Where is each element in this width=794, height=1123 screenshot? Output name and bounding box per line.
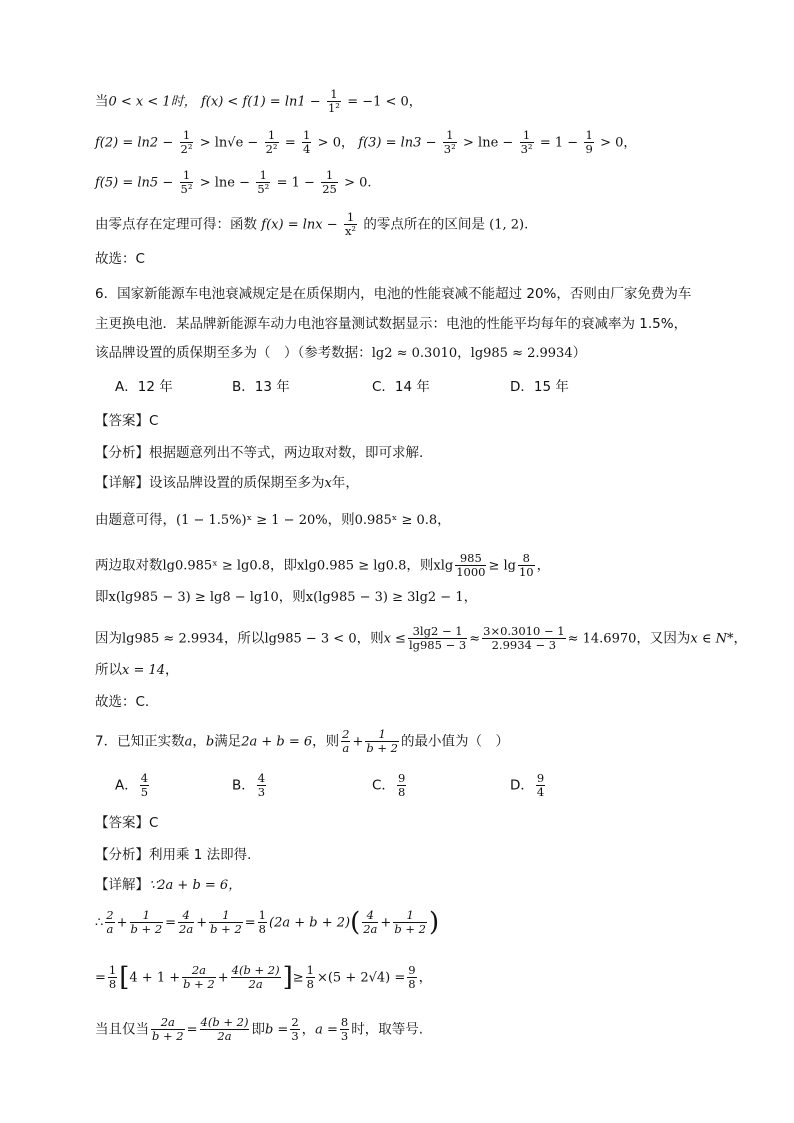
q6-answer: 【答案】C [95,413,159,429]
text: 即 [251,1021,265,1038]
expression: lg0.985ˣ ≥ lg0.8 [162,558,271,574]
inequality: 0 < x < 1时， [108,94,197,110]
q7-step-2: = $\frac{1}{8}$ [4 + 1 + $\frac{2a}{b + 2}$ + $\frac{4(b + 2)}{2a}$ ]≥ $\frac{1}{8}$ ×(5 + 2√4) = $\frac{9}{8}$ ， [95,962,433,993]
text: 因为 [95,630,122,647]
fraction: $\frac{1}{\text{3²}}$ [443,128,456,156]
expression: 0.985ˣ ≥ 0.8 [354,513,438,528]
variable: a [184,734,193,750]
q6-stem-line-1: 6．国家新能源车电池衰减规定是在质保期内，电池的性能衰减不能超过 20%，否则由厂家免费为车 [95,286,692,302]
q7-analysis [95,845,251,865]
expression: f(3) = ln3 − [358,135,437,151]
fraction: $\frac{1}{\text{2²}}$ [180,128,193,156]
expression: > 0. [344,175,372,191]
q6-step-1 [95,510,451,531]
text: 由零点存在定理可得：函数 [95,216,257,233]
detail-text: 设该品牌设置的质保期至多为 [149,475,325,491]
q6-step-2 [95,552,550,579]
expression: ≥ lg [488,558,516,574]
expression: xlg [433,558,454,574]
detail-tag: 【详解】 [95,475,149,491]
variable: x [324,476,332,491]
expression: f(x) = lnx − [261,217,338,233]
text: 当且仅当 [95,1021,149,1038]
q6-option-b: B．13 年 [232,379,290,395]
text: ，又因为 [636,630,691,647]
fraction: $\frac{2}{a}$ [342,727,350,755]
q7-step-3: 当且仅当 $\frac{2a}{b + 2}$ = $\frac{4(b + 2)}{2a}$ 即b = $\frac{2}{3}$ ，a = $\frac{8}{3}$ 时，取等号. [95,1015,424,1043]
text: 该品牌设置的质保期至多为（ ）（参考数据： [95,345,372,361]
q6-option-d: D．15 年 [510,379,569,395]
expression: f(x) < f(1) = ln1 − [201,94,321,110]
interval: (1, 2). [489,217,529,233]
q6-step-5 [95,660,179,681]
expression: ≈ [469,631,481,647]
q7-option-b: B． $\frac{4}{3}$ [232,771,266,799]
text: 时，取等号. [351,1021,424,1038]
choice-line: 故选：C [95,251,145,267]
fraction: $\frac{1}{9}$ [585,128,593,156]
operator: + [352,734,364,750]
expression: f(5) = ln5 − [95,175,174,191]
fraction: $\frac{1}{b + 2}$ [366,727,398,755]
q7-option-a: A． $\frac{4}{5}$ [115,771,149,799]
text: ， [437,512,451,528]
text: 所以 [95,662,122,678]
variable: b [205,734,215,750]
text: 即 [95,589,109,605]
expression: lg985 − 3 < 0 [264,631,357,647]
q6-choice: 故选：C. [95,694,150,710]
text: ，所以 [223,630,265,647]
q6-option-a: A．12 年 [115,379,173,395]
q6-step-4 [95,625,747,652]
text: ， [192,733,206,750]
fraction: $\frac{985}{1000}$ [456,551,486,579]
text: ，则 [278,589,306,605]
solution-line-4 [95,211,528,238]
q7-answer: 【答案】C [95,815,159,831]
text: 由题意可得， [95,512,176,528]
analysis-tag: 【分析】 [95,847,149,863]
text: ，则 [312,733,340,750]
q7-option-d: D． $\frac{9}{4}$ [510,771,545,799]
fraction: $\frac{1}{4}$ [303,128,311,156]
text: 当 [95,93,109,110]
text: ， [463,589,478,605]
expression: x(lg985 − 3) ≥ 3lg2 − 1 [305,590,464,605]
fraction: $\frac{1}{\text{5²}}$ [180,168,193,196]
expression: ≈ 14.6970 [567,631,637,647]
q7-step-1: ∴ $\frac{2}{a}$ + $\frac{1}{b + 2}$ = $\frac{4}{2a}$ + $\frac{1}{b + 2}$ = $\frac{1}{8}$ (2a + b + 2)( $\frac{4}{2a}$ + $\frac{1}{b + 2}$ ) [95,907,440,938]
q7-stem [95,728,509,755]
text: ， [457,345,471,361]
text: ， [733,630,747,647]
expression: = [284,135,296,151]
q6-detail [95,473,359,494]
fraction: $\frac{8}{10}$ [518,551,534,579]
q7-detail [95,875,241,896]
text: 两边取对数 [95,557,163,574]
fraction: $\frac{1}{\text{2²}}$ [265,128,278,156]
detail-text: 年， [331,475,359,491]
expression: x = 14 [122,663,166,678]
expression: x ≤ [383,631,406,647]
analysis-text: 利用乘 1 法即得. [149,847,252,863]
expression: = 1 − [539,135,579,151]
text: ，则 [327,512,355,528]
expression: (1 − 1.5%)ˣ ≥ 1 − 20% [176,513,328,528]
text: ，则 [406,557,434,574]
expression: lg985 ≈ 2.9934 [122,631,224,647]
q6-step-3 [95,587,477,608]
fraction: $\frac{1}{\text{5²}}$ [257,168,270,196]
expression: > lne − [199,175,251,191]
expression: x(lg985 − 3) ≥ lg8 − lg10 [108,590,279,605]
fraction: $\frac{1}{\text{1²}}$ [327,87,340,115]
q6-stem-line-3 [95,343,586,364]
text: ，则 [356,630,384,647]
text: ） [572,345,587,361]
fraction: $\frac{3\lg 2 - 1}{\lg 985 - 3}$ [408,624,467,652]
q6-option-c: C．14 年 [372,379,430,395]
expression: xlg0.985 ≥ lg0.8 [297,558,407,574]
text: ， [165,662,179,678]
text: ， [536,557,551,574]
text: 7．已知正实数 [95,733,185,750]
expression: = 1 − [276,175,315,191]
text: 的零点所在的区间是 [363,216,485,233]
therefore-symbol: ∴ [95,915,104,931]
text: 的最小值为（ ） [400,733,509,750]
solution-line-3 [95,169,372,196]
expression: 2a + b = 6 [241,734,313,750]
q7-option-c: C． $\frac{9}{8}$ [372,771,406,799]
expression: x ∈ N* [690,631,734,647]
reference-value: lg2 ≈ 0.3010 [371,346,458,361]
solution-line-2 [95,129,636,156]
expression: f(2) = ln2 − [95,135,174,151]
reference-value: lg985 ≈ 2.9934 [470,346,573,361]
fraction: $\frac{1}{\text{3²}}$ [520,128,533,156]
solution-line-1 [95,88,422,115]
detail-tag: 【详解】 [95,877,149,893]
text: ，即 [270,557,298,574]
expression: = −1 < 0， [347,94,422,110]
analysis-text: 根据题意列出不等式，两边取对数，即可求解. [149,445,424,461]
expression: > lne − [463,135,514,151]
analysis-tag: 【分析】 [95,445,149,461]
text: 满足 [214,733,242,750]
expression: ∵2a + b = 6， [149,878,242,893]
expression: > 0， [600,135,637,151]
fraction: $\frac{3\times 0.3010 - 1}{2.9934 - 3}$ [483,624,565,652]
q6-stem-line-2: 主更换电池．某品牌新能源车动力电池容量测试数据显示：电池的性能平均每年的衰减率为 1.5%， [95,316,688,332]
expression: > 0， [317,135,354,151]
fraction: $\frac{1}{25}$ [322,168,337,196]
expression: > ln√e − [199,135,259,151]
q6-analysis [95,443,423,463]
fraction: $\frac{1}{\text{x²}}$ [344,210,357,238]
